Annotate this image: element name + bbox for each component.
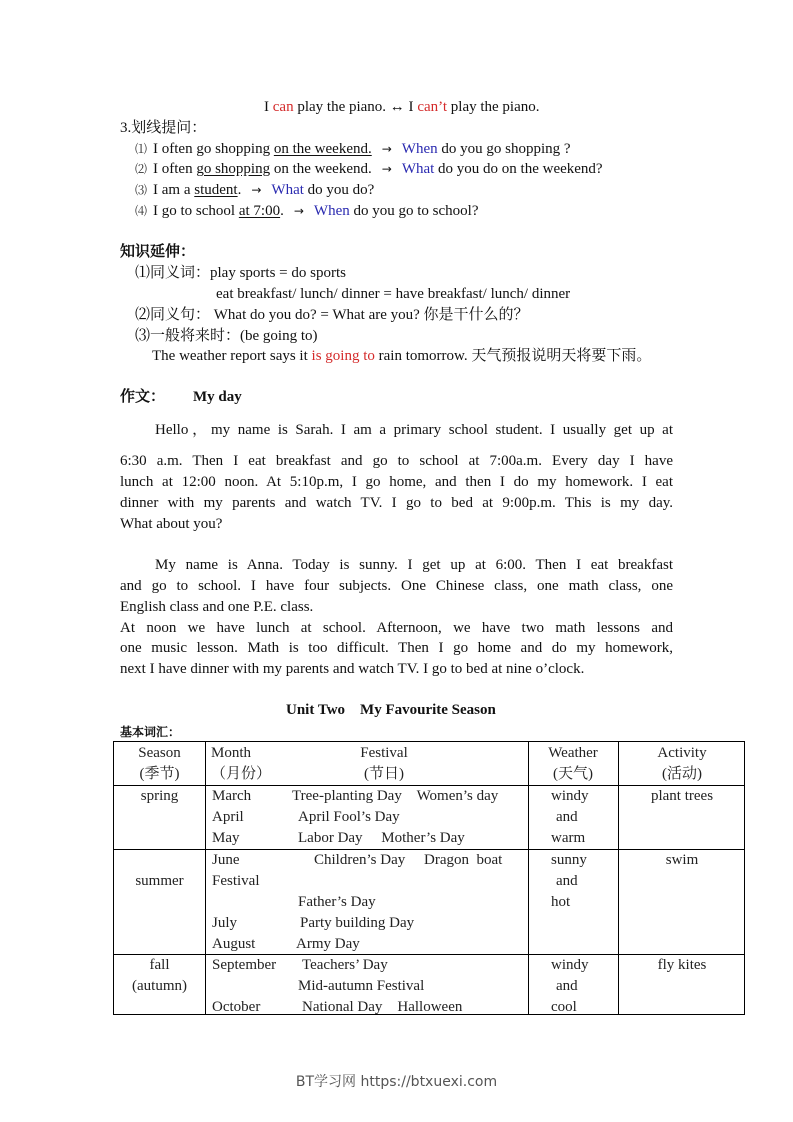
festival-cell: Teachers’ Day [302,957,388,973]
activity-cell: plant trees [650,788,714,804]
text: . [237,182,242,198]
text: I am a [153,182,195,198]
essay-line: one music lesson. Math is too difficult. Then I go home and do my homework, [120,640,673,656]
season-cell: fall [149,957,170,973]
item-number: ⑴ [135,142,148,156]
weather-cell: windy [551,957,589,973]
text: do you go shopping ? [437,141,571,157]
weather-cell: and [556,873,578,889]
festival-cell: Tree-planting Day Women’s day [292,788,499,804]
item-number: ⑵ [135,162,148,176]
text: play the piano. [447,99,540,115]
essay-line: Hello，my name is Sarah. I am a primary school student. I usually get up at [155,422,673,438]
season-cell: spring [140,788,179,804]
month-cell: July [212,915,238,931]
question-item [135,180,374,200]
vocab-label: 基本词汇： [120,725,181,739]
essay-line: lunch at 12:00 noon. At 5:10p.m, I go home, and then I do my homework. I eat [120,474,673,490]
header-cell: Weather [548,745,598,761]
text: on the weekend. [270,161,372,177]
synonym-words-2: eat breakfast/ lunch/ dinner = have breakfast/ lunch/ dinner [216,286,571,302]
question-item [135,139,571,159]
weather-cell: windy [551,788,589,804]
arrow-icon: → [293,204,304,218]
festival-cell: Children’s Day Dragon boat [314,852,503,868]
month-cell: June [212,852,240,868]
activity-cell: swim [665,852,699,868]
can-cant-line [264,97,540,117]
header-cell: Month [211,745,252,761]
text: do you do on the weekend? [434,161,603,177]
essay-line: dinner with my parents and watch TV. I go to bed at 9:00p.m. This is my day. [120,495,673,511]
item-number: ⑶ [135,183,148,197]
underlined-part: student [194,182,238,198]
text: do you do? [303,182,375,198]
header-cell: Activity [657,745,707,761]
month-cell: September [212,957,277,973]
question-word: When [401,141,438,157]
essay-line: English class and one P.E. class. [120,599,314,615]
weather-cell: and [556,809,578,825]
essay-line: and go to school. I have four subjects. One Chinese class, one math class, one [120,578,673,594]
header-cell: Festival [360,745,408,761]
activity-cell: fly kites [657,957,707,973]
essay-line: 6:30 a.m. Then I eat breakfast and go to school at 7:00a.m. Every day I have [120,453,673,469]
text: I often go shopping [153,141,274,157]
month-cell: August [212,936,256,952]
text: I often [153,161,197,177]
item-number: ⑷ [135,204,148,218]
month-cell: Festival [212,873,260,889]
essay-line: At noon we have lunch at school. Afternoon, we have two math lessons and [120,620,673,636]
underlined-part: go shopping [196,161,271,177]
header-cell: (节日) [364,766,404,782]
festival-cell: Mid-autumn Festival [298,978,425,994]
essay-title: My day [193,389,242,405]
underlined-part: at 7:00 [238,203,281,219]
festival-cell: Army Day [296,936,360,952]
cant-word: can’t [417,99,448,115]
festival-cell: April Fool’s Day [298,809,400,825]
can-word: can [272,99,294,115]
season-cell: (autumn) [132,978,187,994]
season-table [113,741,745,1015]
question-word: When [313,203,350,219]
header-cell: (季节) [139,766,180,782]
month-cell: April [212,809,244,825]
synonym-words: ⑴同义词：play sports = do sports [135,265,346,281]
header-cell: (天气) [553,766,593,782]
header-cell: （月份） [211,766,272,782]
essay-label: 作文： [120,389,166,405]
arrow-icon: → [381,142,392,156]
season-cell: summer [135,873,184,889]
text: rain tomorrow. 天气预报说明天将要下雨。 [374,348,652,364]
header-cell: Season [138,745,181,761]
question-word: What [271,182,304,198]
underlined-part: on the weekend. [273,141,372,157]
essay-line: next I have dinner with my parents and watch TV. I go to bed at nine o’clock. [120,661,585,677]
weather-cell: warm [551,830,586,846]
month-cell: March [212,788,252,804]
weather-cell: hot [551,894,571,910]
text: I [264,99,273,115]
future-tense: ⑶一般将来时：(be going to) [135,328,318,344]
festival-cell: Party building Day [300,915,415,931]
festival-cell: National Day Halloween [302,999,463,1015]
month-cell: October [212,999,261,1015]
festival-cell: Father’s Day [298,894,376,910]
text: I go to school [153,203,239,219]
extension-title: 知识延伸： [120,244,196,260]
footer-watermark: BT学习网 https://btxuexi.com [295,1074,498,1090]
weather-example [152,346,651,366]
arrow-icon: → [381,162,392,176]
weather-cell: sunny [551,852,587,868]
month-cell: May [212,830,240,846]
essay-line: My name is Anna. Today is sunny. I get up at 6:00. Then I eat breakfast [155,557,673,573]
header-cell: (活动) [662,766,702,782]
weather-cell: and [556,978,578,994]
text: do you go to school? [349,203,479,219]
essay-line: What about you? [120,516,223,532]
synonym-sentence: ⑵同义句： What do you do? = What are you? 你是干什么的？ [135,307,529,323]
section3-title: 3.划线提问： [120,120,207,136]
unit-title: Unit Two My Favourite Season [286,702,496,718]
question-word: What [401,161,435,177]
text: . [280,203,284,219]
text: The weather report says it [152,348,312,364]
question-item [135,159,603,179]
festival-cell: Labor Day Mother’s Day [298,830,465,846]
weather-cell: cool [551,999,577,1015]
question-item [135,201,478,221]
is-going-to: is going to [311,348,375,364]
arrow-icon: → [251,183,262,197]
text: play the piano. ↔ I [293,99,418,115]
